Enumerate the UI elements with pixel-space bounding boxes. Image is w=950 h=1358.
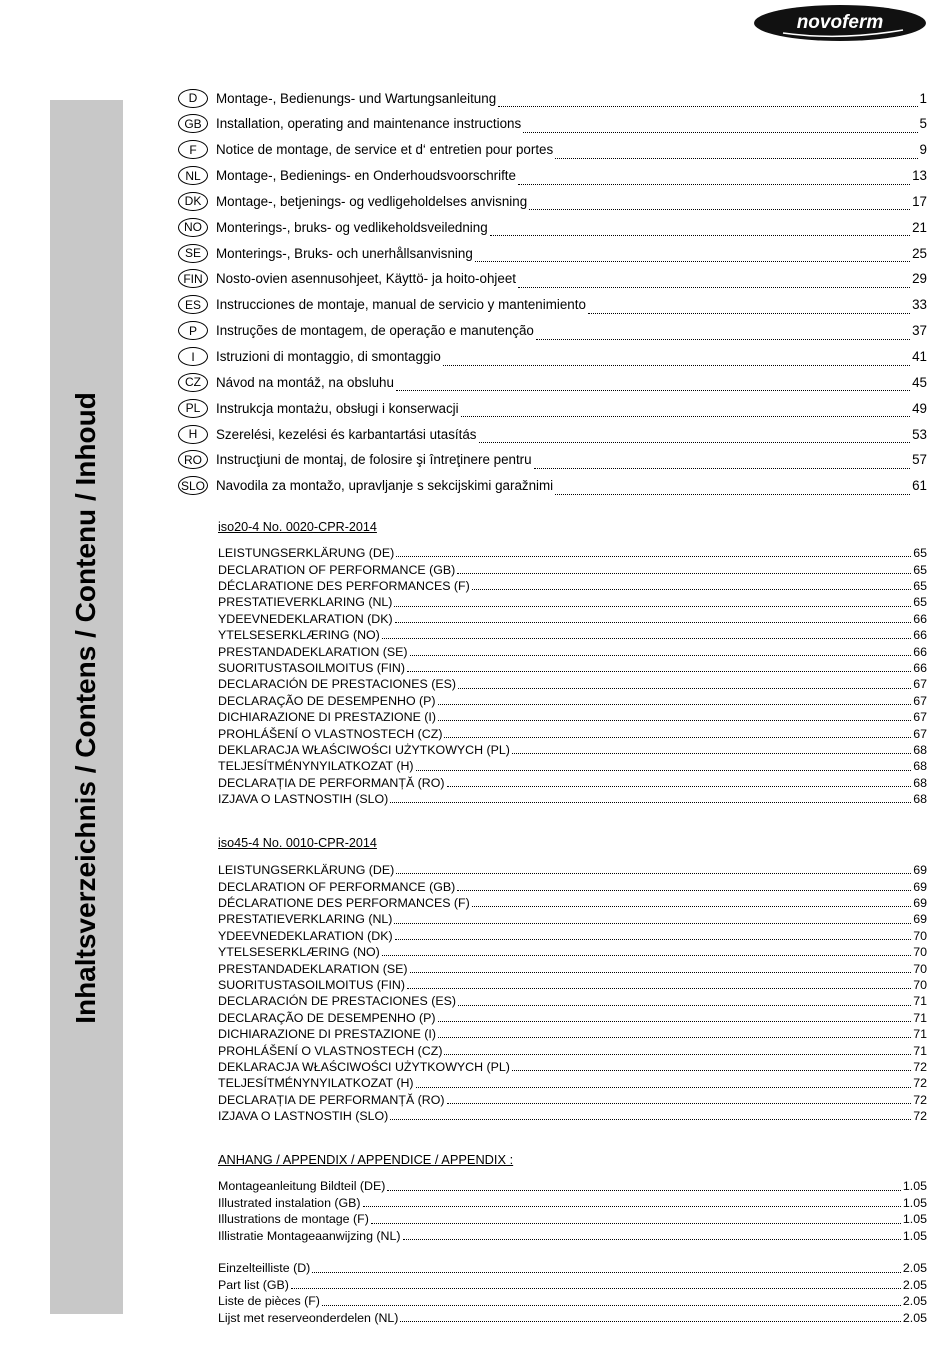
language-badge: NL [178, 166, 208, 185]
entry-title: YTELSESERKLÆRING (NO) [218, 945, 380, 960]
dot-leader [512, 753, 911, 754]
entry-title: Einzelteilliste (D) [218, 1261, 311, 1276]
entry-title: Illistratie Montageaanwijzing (NL) [218, 1229, 401, 1244]
dot-leader [512, 1070, 911, 1071]
dot-leader [395, 939, 912, 940]
page-number: 21 [912, 219, 927, 235]
page-number: 71 [913, 994, 927, 1009]
dot-leader [403, 1239, 901, 1240]
page-number: 65 [913, 562, 927, 577]
dot-leader [444, 1054, 911, 1055]
entry-title: Návod na montáž, na obsluhu [216, 374, 394, 390]
manual-entry[interactable] [178, 266, 927, 292]
declaration-entry[interactable] [218, 960, 927, 976]
page-number: 70 [913, 928, 927, 943]
page-number: 67 [913, 693, 927, 708]
page-number: 2.05 [902, 1277, 927, 1292]
entry-title: YTELSESERKLÆRING (NO) [218, 628, 380, 643]
page-number: 1.05 [902, 1195, 927, 1210]
language-badge: FIN [178, 269, 208, 288]
entry-title: TELJESÍTMÉNYNYILATKOZAT (H) [218, 1076, 414, 1091]
declaration-entry[interactable] [218, 561, 927, 577]
page-number: 70 [913, 961, 927, 976]
page-number: 66 [913, 660, 927, 675]
dot-leader [394, 606, 911, 607]
page-number: 67 [913, 677, 927, 692]
entry-title: DECLARATION OF PERFORMANCE (GB) [218, 879, 456, 894]
manual-entry[interactable] [178, 85, 927, 111]
declaration-entry[interactable] [218, 1010, 927, 1026]
declaration-entry[interactable] [218, 545, 927, 561]
dot-leader [407, 988, 911, 989]
entry-title: Instrucciones de montaje, manual de servicio y mantenimiento [216, 297, 586, 313]
entry-title: YDEEVNEDEKLARATION (DK) [218, 928, 393, 943]
entry-title: DÉCLARATIONE DES PERFORMANCES (F) [218, 578, 470, 593]
manual-entry[interactable] [178, 111, 927, 137]
page-number: 68 [913, 775, 927, 790]
manual-entry[interactable] [178, 163, 927, 189]
page-number: 69 [913, 863, 927, 878]
entry-title: DECLARAȚIA DE PERFORMANȚĂ (RO) [218, 775, 445, 790]
entry-title: Montage-, Bedienungs- und Wartungsanleitung [216, 90, 497, 106]
dot-leader [371, 1223, 901, 1224]
entry-title: DECLARAÇÃO DE DESEMPENHO (P) [218, 1010, 436, 1025]
dot-leader [291, 1288, 901, 1289]
entry-title: LEISTUNGSERKLÄRUNG (DE) [218, 863, 395, 878]
language-badge: GB [178, 114, 208, 133]
page-number: 1.05 [902, 1229, 927, 1244]
dot-leader [410, 972, 912, 973]
dot-leader [457, 573, 911, 574]
entry-title: DECLARAȚIA DE PERFORMANȚĂ (RO) [218, 1092, 445, 1107]
dot-leader [472, 589, 911, 590]
dot-leader [555, 494, 910, 495]
appendix-entry[interactable] [218, 1228, 927, 1245]
entry-title: PRESTATIEVERKLARING (NL) [218, 912, 393, 927]
dot-leader [396, 390, 910, 391]
page-number: 61 [912, 478, 927, 494]
declaration-entry[interactable] [218, 878, 927, 894]
page-number: 1 [919, 90, 927, 106]
dot-leader [523, 132, 917, 133]
iso45-section-title: iso45-4 No. 0010-CPR-2014 [218, 836, 377, 850]
language-badge: D [178, 89, 208, 108]
appendix-entry[interactable] [218, 1260, 927, 1277]
page-number: 1.05 [902, 1212, 927, 1227]
sidebar-title: Inhaltsverzeichnis / Contens / Contenu / Inhoud [70, 392, 101, 1024]
page-number: 68 [913, 759, 927, 774]
manual-entry[interactable] [178, 292, 927, 318]
declaration-entry[interactable] [218, 944, 927, 960]
page-number: 70 [913, 977, 927, 992]
language-badge: DK [178, 192, 208, 211]
entry-title: Montage-, Bedienings- en Onderhoudsvoorschrifte [216, 168, 516, 184]
dot-leader [438, 704, 912, 705]
language-badge: P [178, 321, 208, 340]
dot-leader [396, 873, 911, 874]
language-badge: RO [178, 450, 208, 469]
entry-title: LEISTUNGSERKLÄRUNG (DE) [218, 546, 395, 561]
language-badge: F [178, 140, 208, 159]
dot-leader [472, 906, 911, 907]
dot-leader [490, 235, 910, 236]
entry-title: Notice de montage, de service et d‘ entretien pour portes [216, 142, 554, 158]
manual-entry[interactable] [178, 318, 927, 344]
language-badge: SLO [178, 476, 208, 495]
dot-leader [382, 955, 911, 956]
entry-title: Instruções de montagem, de operação e manutenção [216, 323, 534, 339]
dot-leader [479, 442, 911, 443]
declaration-entry[interactable] [218, 1075, 927, 1091]
declaration-entry[interactable] [218, 911, 927, 927]
declaration-entry[interactable] [218, 578, 927, 594]
entry-title: Szerelési, kezelési és karbantartási utasítás [216, 426, 477, 442]
declaration-entry[interactable] [218, 1026, 927, 1042]
declaration-entry[interactable] [218, 1108, 927, 1124]
entry-title: Instrucţiuni de montaj, de folosire şi întreţinere pentru [216, 452, 532, 468]
dot-leader [438, 1037, 911, 1038]
dot-leader [458, 1005, 911, 1006]
declaration-entry[interactable] [218, 742, 927, 758]
dot-leader [387, 1190, 901, 1191]
page-number: 65 [913, 595, 927, 610]
page-number: 65 [913, 546, 927, 561]
dot-leader [475, 261, 910, 262]
appendix-entry[interactable] [218, 1178, 927, 1195]
entry-title: IZJAVA O LASTNOSTIH (SLO) [218, 1109, 389, 1124]
dot-leader [447, 1103, 912, 1104]
dot-leader [390, 802, 911, 803]
entry-title: DECLARACIÓN DE PRESTACIONES (ES) [218, 677, 456, 692]
declaration-entry[interactable] [218, 643, 927, 659]
dot-leader [518, 184, 910, 185]
dot-leader [588, 313, 910, 314]
page-number: 71 [913, 1027, 927, 1042]
dot-leader [382, 638, 911, 639]
appendix-entry[interactable] [218, 1195, 927, 1212]
dot-leader [536, 339, 910, 340]
entry-title: YDEEVNEDEKLARATION (DK) [218, 611, 393, 626]
dot-leader [390, 1119, 911, 1120]
dot-leader [400, 1321, 900, 1322]
page-number: 9 [919, 142, 927, 158]
page-number: 57 [912, 452, 927, 468]
dot-leader [363, 1206, 901, 1207]
declaration-entry[interactable] [218, 676, 927, 692]
language-badge: ES [178, 295, 208, 314]
page-number: 1.05 [902, 1179, 927, 1194]
language-badge: H [178, 425, 208, 444]
page-number: 33 [912, 297, 927, 313]
declaration-entry[interactable] [218, 758, 927, 774]
entry-title: DICHIARAZIONE DI PRESTAZIONE (I) [218, 1027, 436, 1042]
manual-entry[interactable] [178, 137, 927, 163]
manual-entry[interactable] [178, 344, 927, 370]
manual-entry[interactable] [178, 214, 927, 240]
page-number: 67 [913, 726, 927, 741]
page-number: 72 [913, 1092, 927, 1107]
dot-leader [444, 737, 911, 738]
entry-title: Illustrated instalation (GB) [218, 1195, 361, 1210]
manual-entry[interactable] [178, 395, 927, 421]
page-number: 67 [913, 710, 927, 725]
dot-leader [410, 655, 912, 656]
declaration-entry[interactable] [218, 627, 927, 643]
dot-leader [447, 786, 912, 787]
declaration-entry[interactable] [218, 993, 927, 1009]
page-number: 66 [913, 611, 927, 626]
entry-title: IZJAVA O LASTNOSTIH (SLO) [218, 792, 389, 807]
page-number: 45 [912, 374, 927, 390]
page-number: 65 [913, 578, 927, 593]
entry-title: SUORITUSTASOILMOITUS (FIN) [218, 977, 406, 992]
manual-entry[interactable] [178, 421, 927, 447]
page-number: 70 [913, 945, 927, 960]
manual-entry[interactable] [178, 240, 927, 266]
page-number: 72 [913, 1109, 927, 1124]
page-number: 29 [912, 271, 927, 287]
entry-title: Lijst met reserveonderdelen (NL) [218, 1311, 399, 1326]
page-number: 69 [913, 895, 927, 910]
entry-title: PRESTATIEVERKLARING (NL) [218, 595, 393, 610]
declaration-entry[interactable] [218, 1059, 927, 1075]
entry-title: PROHLÁŠENÍ O VLASTNOSTECH (CZ) [218, 1043, 443, 1058]
dot-leader [457, 890, 911, 891]
entry-title: DEKLARACJA WŁAŚCIWOŚCI UŻYTKOWYCH (PL) [218, 742, 510, 757]
appendix-entry[interactable] [218, 1277, 927, 1294]
entry-title: Monterings-, Bruks- och unerhållsanvisning [216, 245, 473, 261]
dot-leader [461, 416, 910, 417]
language-badge: CZ [178, 373, 208, 392]
dot-leader [498, 106, 917, 107]
page-number: 37 [912, 323, 927, 339]
dot-leader [534, 468, 911, 469]
declaration-entry[interactable] [218, 709, 927, 725]
appendix-entry[interactable] [218, 1293, 927, 1310]
language-badge: SE [178, 244, 208, 263]
logo-text: novoferm [796, 12, 884, 33]
page-number: 25 [912, 245, 927, 261]
entry-title: Nosto-ovien asennusohjeet, Käyttö- ja hoito-ohjeet [216, 271, 516, 287]
dot-leader [438, 720, 911, 721]
dot-leader [322, 1305, 901, 1306]
entry-title: DECLARACIÓN DE PRESTACIONES (ES) [218, 994, 456, 1009]
entry-title: DICHIARAZIONE DI PRESTAZIONE (I) [218, 710, 436, 725]
dot-leader [555, 158, 917, 159]
appendix-entry[interactable] [218, 1211, 927, 1228]
entry-title: TELJESÍTMÉNYNYILATKOZAT (H) [218, 759, 414, 774]
language-badge: PL [178, 399, 208, 418]
entry-title: SUORITUSTASOILMOITUS (FIN) [218, 660, 406, 675]
novoferm-logo [753, 4, 927, 42]
dot-leader [518, 287, 910, 288]
page-number: 68 [913, 742, 927, 757]
dot-leader [395, 622, 912, 623]
dot-leader [396, 556, 911, 557]
entry-title: Illustrations de montage (F) [218, 1212, 369, 1227]
page-number: 66 [913, 628, 927, 643]
entry-title: Navodila za montažo, upravljanje s sekcijskimi garažnimi [216, 478, 554, 494]
page-number: 66 [913, 644, 927, 659]
page-number: 71 [913, 1043, 927, 1058]
page-number: 2.05 [902, 1294, 927, 1309]
declaration-entry[interactable] [218, 725, 927, 741]
declaration-entry[interactable] [218, 928, 927, 944]
entry-title: Part list (GB) [218, 1277, 289, 1292]
page-number: 69 [913, 879, 927, 894]
appendix-section-title: ANHANG / APPENDIX / APPENDICE / APPENDIX : [218, 1152, 514, 1167]
page-number: 72 [913, 1076, 927, 1091]
entry-title: DECLARATION OF PERFORMANCE (GB) [218, 562, 456, 577]
page-number: 71 [913, 1010, 927, 1025]
entry-title: Monterings-, bruks- og vedlikeholdsveiledning [216, 219, 488, 235]
dot-leader [443, 365, 910, 366]
language-badge: I [178, 347, 208, 366]
entry-title: DEKLARACJA WŁAŚCIWOŚCI UŻYTKOWYCH (PL) [218, 1059, 510, 1074]
page-number: 49 [912, 400, 927, 416]
page-number: 72 [913, 1059, 927, 1074]
entry-title: DÉCLARATIONE DES PERFORMANCES (F) [218, 895, 470, 910]
entry-title: Montage-, betjenings- og vedligeholdelses anvisning [216, 193, 528, 209]
iso20-section-title: iso20-4 No. 0020-CPR-2014 [218, 520, 377, 534]
entry-title: Istruzioni di montaggio, di smontaggio [216, 349, 441, 364]
dot-leader [416, 1087, 912, 1088]
entry-title: PRESTANDADEKLARATION (SE) [218, 644, 408, 659]
page-number: 53 [912, 426, 927, 442]
entry-title: PROHLÁŠENÍ O VLASTNOSTECH (CZ) [218, 726, 443, 741]
declaration-entry[interactable] [218, 1042, 927, 1058]
appendix-entry[interactable] [218, 1310, 927, 1327]
declaration-entry[interactable] [218, 1092, 927, 1108]
dot-leader [438, 1021, 912, 1022]
declaration-entry[interactable] [218, 775, 927, 791]
page-number: 41 [912, 349, 927, 364]
dot-leader [529, 209, 910, 210]
entry-title: DECLARAÇÃO DE DESEMPENHO (P) [218, 693, 436, 708]
manual-entry[interactable] [178, 188, 927, 214]
entry-title: Instrukcja montażu, obsługi i konserwacji [216, 400, 459, 416]
page-number: 68 [913, 792, 927, 807]
entry-title: Liste de pièces (F) [218, 1294, 320, 1309]
page-number: 17 [912, 193, 927, 209]
page-number: 2.05 [902, 1261, 927, 1276]
page-number: 69 [913, 912, 927, 927]
declaration-entry[interactable] [218, 977, 927, 993]
manual-entry[interactable] [178, 473, 927, 499]
declaration-entry[interactable] [218, 862, 927, 878]
page-number: 2.05 [902, 1311, 927, 1326]
declaration-entry[interactable] [218, 693, 927, 709]
entry-title: PRESTANDADEKLARATION (SE) [218, 961, 408, 976]
declaration-entry[interactable] [218, 611, 927, 627]
dot-leader [407, 671, 911, 672]
declaration-entry[interactable] [218, 660, 927, 676]
manual-entry[interactable] [178, 447, 927, 473]
language-badge: NO [178, 218, 208, 237]
dot-leader [458, 688, 911, 689]
declaration-entry[interactable] [218, 594, 927, 610]
entry-title: Montageanleitung Bildteil (DE) [218, 1179, 386, 1194]
dot-leader [416, 770, 912, 771]
entry-title: Installation, operating and maintenance instructions [216, 116, 522, 132]
declaration-entry[interactable] [218, 791, 927, 807]
dot-leader [312, 1272, 901, 1273]
page-number: 13 [912, 168, 927, 184]
declaration-entry[interactable] [218, 895, 927, 911]
dot-leader [394, 923, 911, 924]
page-number: 5 [919, 116, 927, 132]
manual-entry[interactable] [178, 369, 927, 395]
